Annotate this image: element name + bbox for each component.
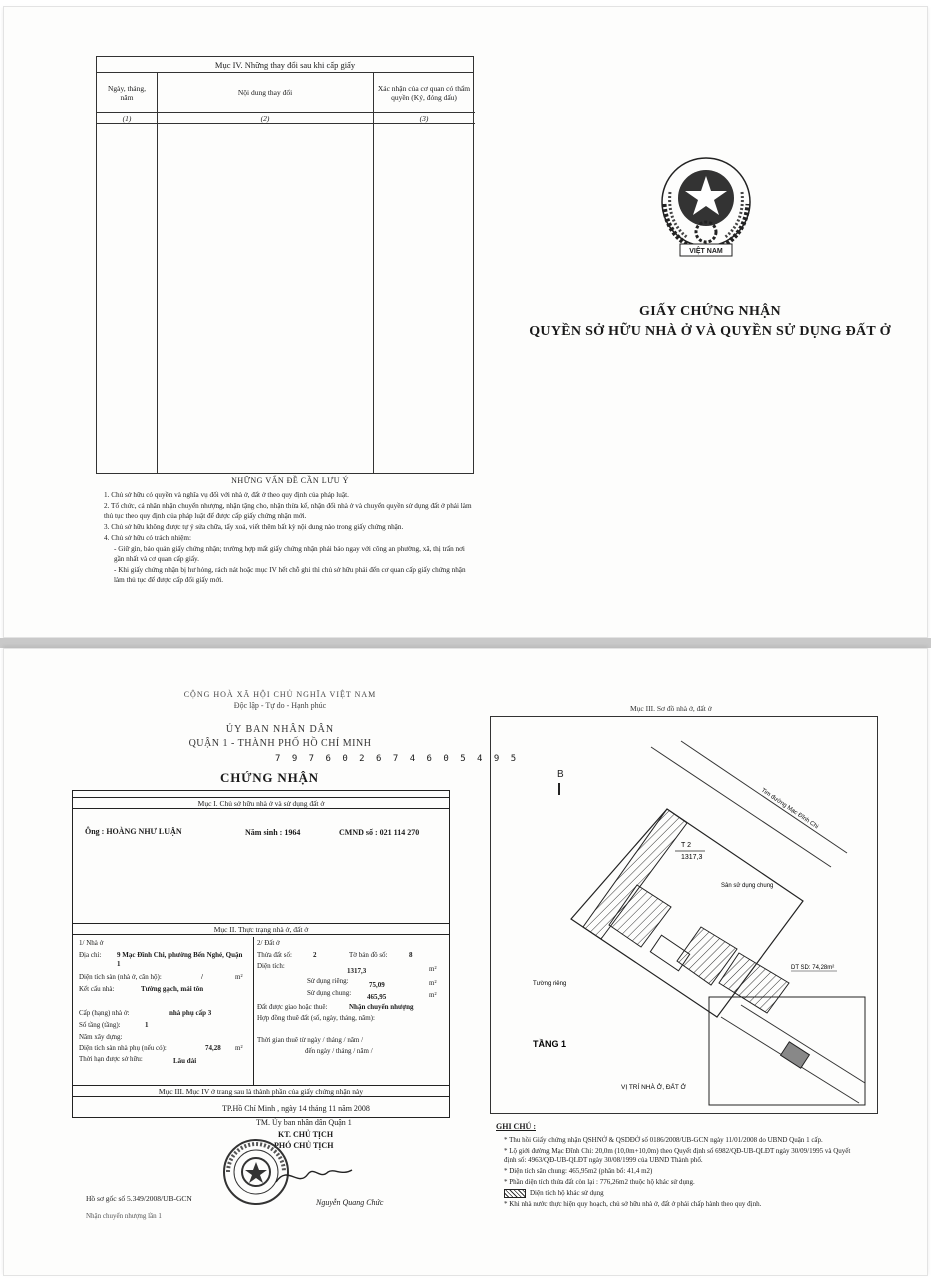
title-line-2: QUYỀN SỞ HỮU NHÀ Ở VÀ QUYỀN SỬ DỤNG ĐẤT Ở (529, 324, 891, 339)
lot-value: 2 (313, 951, 317, 959)
note-item: - Giữ gìn, bảo quản giấy chứng nhận; trường hợp mất giấy chứng nhận phải báo ngay với công an phường, xã, thị trấn nơi gần nhất và cơ quan cấp giấy. (114, 545, 465, 563)
col-header-confirm: Xác nhận của cơ quan có thẩm quyền (Ký, đóng dấu) (373, 73, 475, 113)
grade-label: Cấp (hạng) nhà ở: (79, 1009, 130, 1017)
serial-number: 7 9 7 6 0 2 6 7 4 6 0 5 4 9 5 (275, 754, 520, 764)
private-label: Sử dụng riêng: (307, 977, 349, 985)
wall-label: Tường riêng (533, 981, 567, 987)
district-name: QUẬN 1 - THÀNH PHỐ HỒ CHÍ MINH (188, 738, 372, 749)
floor-area-label: Diện tích sàn (nhà ở, căn hộ): (79, 973, 162, 981)
diagram-notes (496, 1122, 856, 1211)
signer-title-2: PHÓ CHỦ TỊCH (274, 1141, 334, 1150)
private-value: 75,09 (369, 981, 385, 989)
annex-area-label: Diện tích sàn nhà phụ (nếu có): (79, 1044, 167, 1052)
column-divider (157, 73, 158, 473)
hatch-legend-icon (504, 1189, 526, 1198)
floor-label: TẦNG 1 (533, 1039, 567, 1049)
site-plan-drawing (491, 717, 879, 1115)
certificate-body (72, 790, 450, 1118)
title-line-1: GIẤY CHỨNG NHẬN (639, 304, 781, 319)
ownership-term-label: Thời hạn được sở hữu: (79, 1055, 143, 1063)
notes-heading: GHI CHÚ : (496, 1122, 536, 1131)
annex-area-unit: m² (235, 1044, 243, 1052)
street-label: Tim đường Mạc Đĩnh Chi (759, 787, 820, 831)
col-number-2: (2) (157, 113, 373, 124)
floors-value: 1 (145, 1021, 149, 1029)
issue-date: TP.Hồ Chí Minh , ngày 14 tháng 11 năm 2008 (222, 1104, 370, 1113)
legend-label: Diện tích hộ khác sử dụng (530, 1189, 604, 1198)
floor-area-unit: m² (235, 973, 243, 981)
national-emblem-icon (650, 152, 762, 260)
nation-name: CỘNG HOÀ XÃ HỘI CHỦ NGHĨA VIỆT NAM (183, 690, 377, 699)
floor-area-value: / (201, 973, 203, 981)
legend-row (496, 1189, 856, 1198)
map-value: 8 (409, 951, 413, 959)
diagram-caption: Mục III. Sơ đồ nhà ở, đất ở (630, 704, 712, 713)
signer-title-1: KT. CHỦ TỊCH (278, 1130, 334, 1139)
address-value: 9 Mạc Đĩnh Chi, phường Bến Nghé, Quận 1 (117, 951, 243, 968)
nation-motto: Độc lập - Tự do - Hạnh phúc (233, 701, 327, 710)
land-form-label: Đất được giao hoặc thuê: (257, 1003, 328, 1011)
map-label: Tờ bản đồ số: (349, 951, 388, 959)
built-year-label: Năm xây dựng: (79, 1033, 123, 1041)
col-header-content: Nội dung thay đổi (157, 73, 373, 113)
changes-table-caption: Mục IV. Những thay đổi sau khi cấp giấy (97, 57, 473, 73)
diagram-note: * Thu hồi Giấy chứng nhận QSHNỞ & QSDĐỞ số 0186/2008/UB-GCN ngày 11/01/2008 do UBND Quận 1 cấp. (504, 1136, 823, 1144)
notes-title: NHỮNG VẤN ĐỀ CẦN LƯU Ý (231, 476, 349, 485)
diagram-note: * Lộ giới đường Mạc Đĩnh Chi: 20,0m (10,0m+10,0m) theo Quyết định số 6982/QĐ-UB-QLĐT ngày 30/09/1995 và Quyết định số: 4963/QĐ-UB-QLĐT ngày 30/08/1999 của UBND Thành phố. (504, 1147, 851, 1164)
note-item: 2. Tổ chức, cá nhân nhận chuyển nhượng, nhận tặng cho, nhận thừa kế, nhận đổi nhà ở và chuyển quyền sử dụng đất ở phải làm thủ tục theo quy định của pháp luật để được cấp giấy chứng nhận mới. (104, 502, 472, 520)
column-divider (373, 73, 374, 473)
address-label: Địa chỉ: (79, 951, 102, 959)
lot-area: 1317,3 (681, 854, 703, 861)
floors-label: Số tầng (tầng): (79, 1021, 121, 1029)
section-3-header: Mục III. Mục IV ở trang sau là thành phần của giấy chứng nhận này (73, 1085, 449, 1097)
area-unit: m² (429, 965, 437, 973)
certificate-title (500, 302, 920, 342)
birth-year: Năm sinh : 1964 (245, 828, 301, 837)
land-heading: 2/ Đất ở (257, 939, 280, 947)
private-unit: m² (429, 979, 437, 987)
section-2-divider (253, 937, 254, 1085)
signature-icon (268, 1160, 358, 1190)
site-diagram (490, 716, 878, 1114)
committee-name: ỦY BAN NHÂN DÂN (225, 724, 335, 735)
lease-to: đến ngày / tháng / năm / (305, 1047, 373, 1055)
annex-area-value: 74,28 (205, 1044, 221, 1052)
area-value: 1317,3 (347, 967, 367, 975)
dt-label: DT SD: 74,28m² (791, 965, 835, 971)
structure-label: Kết cấu nhà: (79, 985, 115, 993)
house-heading: 1/ Nhà ở (79, 939, 104, 947)
transfer-note: Nhận chuyển nhượng lần 1 (86, 1212, 162, 1220)
on-behalf-of: TM. Ủy ban nhân dân Quận 1 (256, 1118, 352, 1127)
lot-label: T 2 (681, 842, 691, 849)
note-item: 1. Chủ sở hữu có quyền và nghĩa vụ đối với nhà ở, đất ở theo quy định của pháp luật. (104, 491, 349, 499)
area-label: Diện tích: (257, 962, 285, 970)
lot-label: Thửa đất số: (257, 951, 292, 959)
shared-value: 465,95 (367, 993, 387, 1001)
grade-value: nhà phụ cấp 3 (169, 1009, 212, 1017)
lease-from: Thời gian thuê từ ngày / tháng / năm / (257, 1036, 364, 1044)
record-number: Hồ sơ gốc số 5.349/2008/UB-GCN (86, 1194, 192, 1203)
shared-unit: m² (429, 991, 437, 999)
note-item: 4. Chủ sở hữu có trách nhiệm: (104, 534, 191, 542)
col-number-3: (3) (373, 113, 475, 124)
owner-name: Ông : HOÀNG NHƯ LUẬN (85, 827, 182, 836)
chung-nhan-title: CHỨNG NHẬN (220, 770, 319, 785)
emblem-text: VIỆT NAM (689, 248, 723, 255)
id-number: CMND số : 021 114 270 (339, 828, 420, 837)
location-label: VỊ TRÍ NHÀ Ở, ĐẤT Ở (621, 1084, 687, 1091)
shared-yard-label: Sân sử dụng chung (721, 883, 774, 889)
col-number-1: (1) (97, 113, 157, 124)
changes-table (96, 56, 474, 474)
diagram-note: * Khi nhà nước thực hiện quy hoạch, chủ sở hữu nhà ở, đất ở phải chấp hành theo quy định. (504, 1200, 762, 1209)
notes-section (104, 476, 476, 586)
shared-label: Sử dụng chung: (307, 989, 352, 997)
diagram-note: * Phần diện tích thửa đất còn lại : 776,26m2 thuộc hộ khác sử dụng. (504, 1178, 695, 1186)
signer-name: Nguyễn Quang Chức (316, 1198, 384, 1207)
structure-value: Tường gạch, mái tôn (141, 985, 204, 993)
note-item: 3. Chủ sở hữu không được tự ý sửa chữa, tẩy xoá, viết thêm bất kỳ nội dung nào trong giấy chứng nhận. (104, 523, 404, 531)
page-gap (0, 638, 931, 648)
diagram-note: * Diện tích sân chung: 465,95m2 (phân bổ: 41,4 m2) (504, 1167, 653, 1175)
lease-label: Hợp đồng thuê đất (số, ngày, tháng, năm): (257, 1014, 375, 1022)
section-1-header: Mục I. Chủ sở hữu nhà ở và sử dụng đất ở (73, 797, 449, 809)
land-form-value: Nhận chuyển nhượng (349, 1003, 414, 1011)
col-header-date: Ngày, tháng, năm (97, 73, 157, 113)
north-label: B (557, 769, 564, 780)
ownership-term-value: Lâu dài (173, 1057, 197, 1065)
note-item: - Khi giấy chứng nhận bị hư hỏng, rách nát hoặc mục IV hết chỗ ghi thì chủ sở hữu phải đến cơ quan cấp giấy chứng nhận làm thủ tục để được cấp đổi giấy mới. (114, 566, 466, 584)
section-2-header: Mục II. Thực trạng nhà ở, đất ở (73, 923, 449, 935)
